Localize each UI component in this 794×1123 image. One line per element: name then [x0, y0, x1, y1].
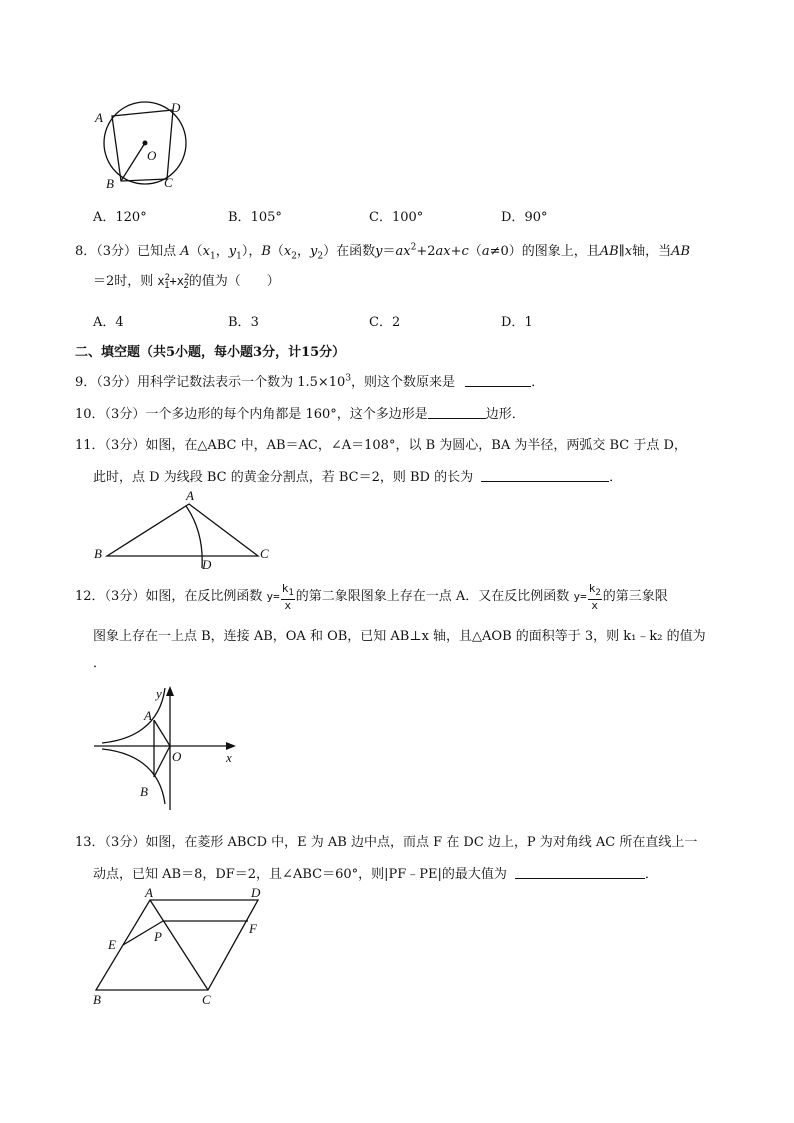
q13-figure	[88, 885, 278, 1010]
q13-label-d: D	[251, 885, 261, 900]
q7-segment-ob	[121, 143, 145, 181]
q7-option-d[interactable]: D．90°	[501, 210, 548, 225]
q13-number: 13．	[75, 835, 105, 850]
q12-line3: ．	[93, 656, 107, 671]
q12-x-arrow	[226, 742, 236, 750]
q12-formula-1: y= $\frac{k_1}{x}$	[266, 582, 294, 613]
q12-label-y: y	[156, 686, 162, 701]
q13-rhombus	[96, 900, 258, 990]
q13-label-p: P	[154, 929, 162, 944]
q7-label-c: C	[164, 175, 173, 190]
q11-label-a: A	[186, 488, 194, 503]
q7-option-a[interactable]: A．120°	[93, 210, 147, 225]
q12-y-arrow	[166, 686, 174, 696]
q8-score: （3分）	[96, 244, 138, 259]
q8-option-b[interactable]: B．3	[228, 315, 259, 330]
q10-number: 10．	[75, 407, 105, 422]
q7-label-d: D	[171, 100, 181, 115]
q12-line1: 12．（3分）如图，在反比例函数 y= $\frac{k_1}{x}$ 的第二象限图象上存在一点 A．又在反比例函数 y= $\frac{k_2}{x}$ 的第三象限	[75, 582, 668, 613]
q11-answer-blank[interactable]	[481, 469, 609, 482]
q7-option-b[interactable]: B．105°	[228, 210, 282, 225]
q12-label-x: x	[226, 750, 232, 765]
q7-figure	[88, 98, 198, 198]
q8-options	[93, 311, 693, 329]
q12-label-a: A	[144, 708, 152, 723]
q9-line: 9．（3分）用科学记数法表示一个数为 $1.5\times 10^3$，则这个数原来是 ．	[75, 373, 545, 390]
q8-option-d[interactable]: D．1	[501, 315, 533, 330]
q12-label-b: B	[140, 784, 148, 799]
q8-line2: ＝2时，则 $x^2_1+x^2_2$的值为（ ）	[93, 273, 280, 292]
q12-segment-ob	[154, 746, 170, 777]
q11-label-d: D	[202, 557, 212, 572]
q13-label-a: A	[145, 885, 153, 900]
q12-number: 12．	[75, 589, 105, 605]
q12-formula-2: y= $\frac{k_2}{x}$	[573, 582, 601, 613]
q8-option-c[interactable]: C．2	[369, 315, 401, 330]
q7-option-c[interactable]: C．100°	[369, 210, 424, 225]
q11-label-c: C	[260, 546, 269, 561]
q11-triangle	[107, 504, 258, 556]
q8-option-a[interactable]: A．4	[93, 315, 124, 330]
q9-number: 9．	[75, 375, 97, 390]
q13-label-f: F	[249, 921, 257, 936]
q7-quadrilateral	[112, 110, 173, 181]
q11-figure	[90, 488, 280, 574]
q11-label-b: B	[94, 546, 102, 561]
section2-title: 二、填空题（共5小题，每小题3分，计15分）	[75, 345, 346, 360]
q13-answer-blank[interactable]	[515, 866, 645, 879]
q12-curve-q3	[102, 749, 165, 804]
q7-options	[93, 206, 693, 224]
q12-line2: 图象上存在一上点 B，连接 AB，OA 和 OB，已知 AB⊥x 轴，且△AOB 的面积等于 3，则 k₁﹣k₂ 的值为	[93, 629, 706, 644]
q7-center-dot	[143, 141, 148, 146]
q8-number: 8．	[75, 244, 97, 259]
q8-expression: $x^2_1+x^2_2$	[157, 273, 190, 292]
q11-number: 11．	[75, 438, 105, 453]
q12-segment-oa	[154, 720, 170, 746]
q13-label-e: E	[108, 937, 116, 952]
q12-label-o: O	[172, 749, 182, 764]
q10-answer-blank[interactable]	[428, 406, 486, 419]
q12-figure	[92, 682, 252, 817]
q9-answer-blank[interactable]	[465, 374, 531, 387]
q8-line1: 8．（3分）已知点 $A(x_1$，$y_1$），$B(x_2$，$y_2$）在函数$y=ax^2+2ax+c(a\ne 0)$的图象上，且AB∥x轴，当AB	[75, 242, 691, 262]
q7-label-o: O	[147, 148, 157, 163]
q7-label-b: B	[106, 176, 114, 191]
q11-arc	[186, 506, 202, 568]
q13-diagonal-ac	[150, 900, 208, 990]
q13-line2: 动点，已知 AB＝8，DF＝2，且∠ABC＝60°，则|PF﹣PE|的最大值为 ．	[93, 867, 658, 882]
q13-label-c: C	[202, 992, 211, 1007]
q10-line: 10．（3分）一个多边形的每个内角都是 160°，这个多边形是 边形．	[75, 407, 525, 422]
q11-line2: 此时，点 D 为线段 BC 的黄金分割点，若 BC＝2，则 BD 的长为 ．	[93, 470, 623, 485]
q13-label-b: B	[93, 992, 101, 1007]
q13-line1: 13．（3分）如图，在菱形 ABCD 中，E 为 AB 边中点，而点 F 在 DC 边上，P 为对角线 AC 所在直线上一	[75, 835, 698, 850]
q7-label-a: A	[95, 110, 103, 125]
q11-line1: 11．（3分）如图，在△ABC 中，AB＝AC，∠A＝108°，以 B 为圆心，BA 为半径，两弧交 BC 于点 D，	[75, 438, 687, 453]
